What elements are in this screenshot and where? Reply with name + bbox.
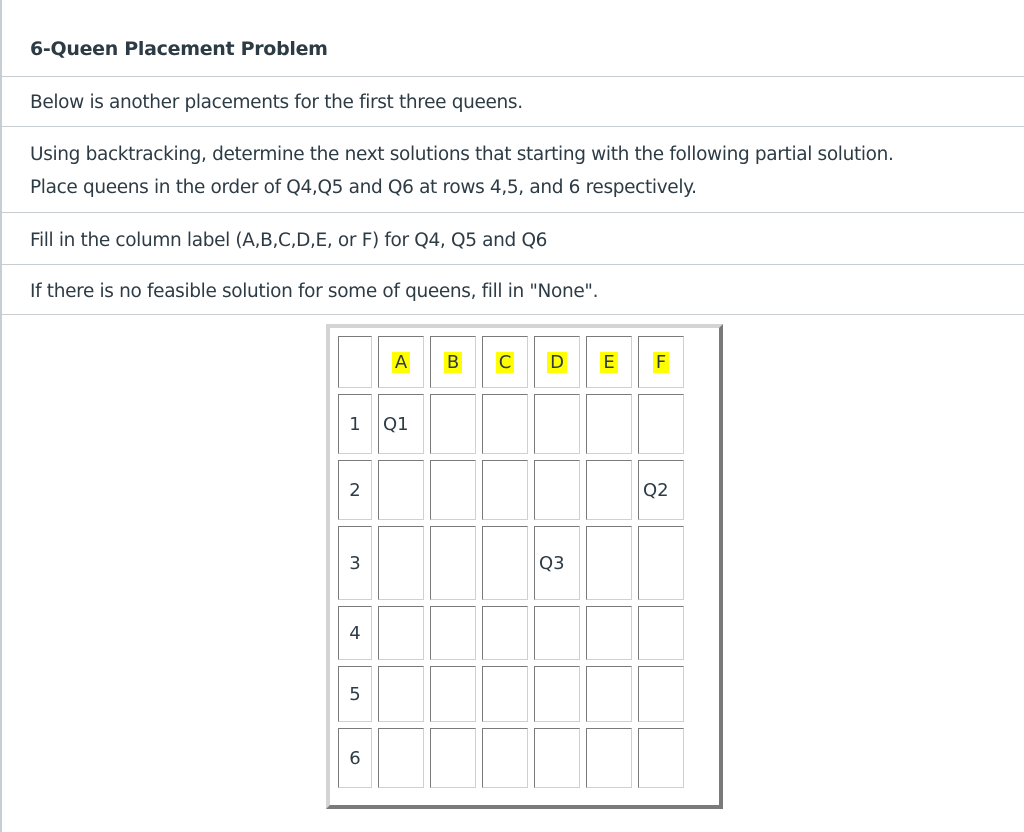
board-cell	[534, 460, 580, 520]
intro-paragraph: Below is another placements for the first three queens.	[30, 92, 523, 113]
board-cell	[586, 606, 632, 660]
fill-instruction: Fill in the column label (A,B,C,D,E, or F) for Q4, Q5 and Q6	[30, 230, 548, 251]
board-cell	[430, 666, 476, 722]
divider	[2, 264, 1024, 265]
board-grid	[332, 330, 690, 794]
board-cell	[430, 394, 476, 454]
column-header-b: B	[430, 336, 476, 388]
column-header-d: D	[534, 336, 580, 388]
page-left-border	[0, 0, 2, 832]
board-row	[338, 394, 684, 454]
board-cell	[638, 526, 684, 600]
none-instruction: If there is no feasible solution for some of queens, fill in "None".	[30, 281, 599, 302]
column-header-f: F	[638, 336, 684, 388]
board-cell	[482, 606, 528, 660]
board-cell: Q3	[534, 526, 580, 600]
row-label: 6	[338, 728, 372, 788]
board-cell	[430, 606, 476, 660]
board-cell: Q1	[378, 394, 424, 454]
title-divider	[2, 76, 1024, 77]
board-cell	[638, 606, 684, 660]
corner-cell	[338, 336, 372, 388]
board-cell	[378, 526, 424, 600]
row-label: 4	[338, 606, 372, 660]
row-label: 3	[338, 526, 372, 600]
column-header-a: A	[378, 336, 424, 388]
board-cell	[482, 728, 528, 788]
question-title: 6-Queen Placement Problem	[30, 38, 328, 60]
board-row	[338, 526, 684, 600]
board-row	[338, 666, 684, 722]
row-label: 2	[338, 460, 372, 520]
board-cell	[586, 460, 632, 520]
instruction-line-2: Place queens in the order of Q4,Q5 and Q6 at rows 4,5, and 6 respectively.	[30, 177, 697, 198]
board-cell	[378, 606, 424, 660]
instruction-line-1: Using backtracking, determine the next solutions that starting with the following partial solution.	[30, 144, 894, 165]
row-label: 5	[338, 666, 372, 722]
board-cell	[586, 526, 632, 600]
header-row	[338, 336, 684, 388]
divider	[2, 314, 1024, 315]
board-cell	[430, 460, 476, 520]
board-cell	[586, 666, 632, 722]
board-cell: Q2	[638, 460, 684, 520]
divider	[2, 212, 1024, 213]
board-cell	[534, 394, 580, 454]
board-cell	[586, 728, 632, 788]
board-cell	[378, 728, 424, 788]
board-cell	[430, 526, 476, 600]
board-cell	[534, 728, 580, 788]
board-cell	[638, 394, 684, 454]
board-cell	[378, 460, 424, 520]
board-cell	[638, 728, 684, 788]
board-row	[338, 606, 684, 660]
board-cell	[482, 460, 528, 520]
board-cell	[534, 666, 580, 722]
chessboard-table	[326, 324, 723, 809]
board-row	[338, 728, 684, 788]
board-cell	[482, 394, 528, 454]
board-cell	[534, 606, 580, 660]
board-cell	[482, 526, 528, 600]
board-row	[338, 460, 684, 520]
board-cell	[378, 666, 424, 722]
column-header-c: C	[482, 336, 528, 388]
board-cell	[482, 666, 528, 722]
divider	[2, 126, 1024, 127]
board-cell	[586, 394, 632, 454]
board-cell	[638, 666, 684, 722]
row-label: 1	[338, 394, 372, 454]
column-header-e: E	[586, 336, 632, 388]
board-cell	[430, 728, 476, 788]
